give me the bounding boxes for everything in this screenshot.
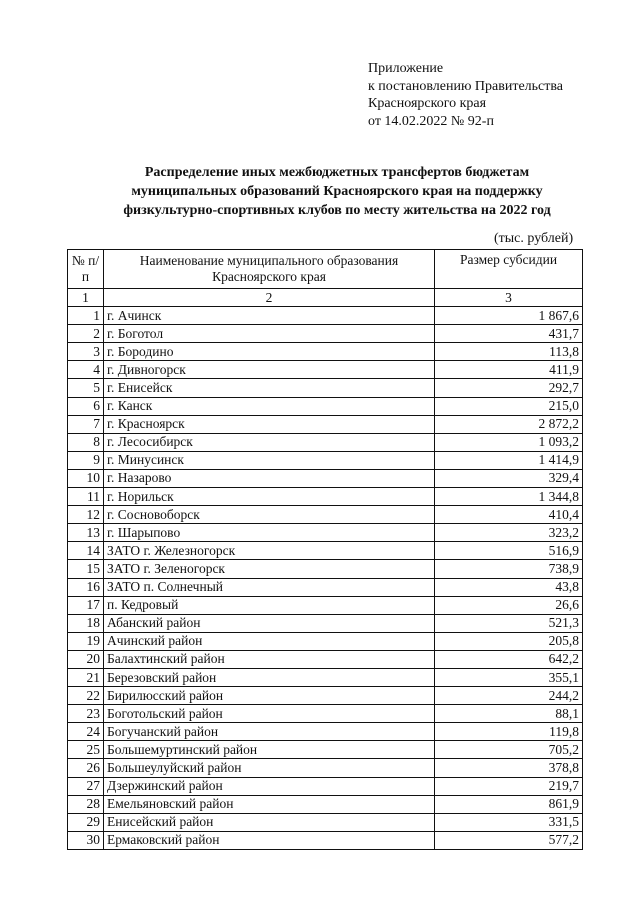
subsidy-value: 378,8 <box>435 759 583 777</box>
row-number: 7 <box>68 415 104 433</box>
subsidy-value: 1 867,6 <box>435 307 583 325</box>
title-line: физкультурно-спортивных клубов по месту жительства на 2022 год <box>123 203 551 218</box>
municipality-name: г. Бородино <box>104 343 435 361</box>
row-number: 24 <box>68 723 104 741</box>
table-row <box>68 650 583 668</box>
municipality-name: Богучанский район <box>104 723 435 741</box>
table-header-row <box>68 250 583 289</box>
table-row <box>68 343 583 361</box>
table-row <box>68 578 583 596</box>
appendix-block <box>368 60 563 130</box>
table-row <box>68 488 583 506</box>
table-row <box>68 560 583 578</box>
row-number: 17 <box>68 596 104 614</box>
row-number: 15 <box>68 560 104 578</box>
table-row <box>68 614 583 632</box>
row-number: 20 <box>68 650 104 668</box>
subsidy-value: 244,2 <box>435 687 583 705</box>
row-number: 6 <box>68 397 104 415</box>
municipality-name: г. Ачинск <box>104 307 435 325</box>
municipality-name: г. Назарово <box>104 469 435 487</box>
header-subsidy: Размер субсидии <box>435 250 583 289</box>
table-row <box>68 451 583 469</box>
row-number: 21 <box>68 668 104 686</box>
row-number: 26 <box>68 759 104 777</box>
header-municipality: Наименование муниципального образования Красноярского края <box>104 250 435 289</box>
subsidy-value: 26,6 <box>435 596 583 614</box>
municipality-name: Балахтинский район <box>104 650 435 668</box>
subsidy-value: 1 414,9 <box>435 451 583 469</box>
row-number: 13 <box>68 524 104 542</box>
row-number: 12 <box>68 506 104 524</box>
table-row <box>68 687 583 705</box>
row-number: 18 <box>68 614 104 632</box>
row-number: 1 <box>68 307 104 325</box>
subsidy-value: 738,9 <box>435 560 583 578</box>
subsidy-value: 705,2 <box>435 741 583 759</box>
table-row <box>68 379 583 397</box>
table-row <box>68 415 583 433</box>
subsidy-value: 205,8 <box>435 632 583 650</box>
table-row <box>68 596 583 614</box>
municipality-name: Боготольский район <box>104 705 435 723</box>
municipality-name: Бирилюсский район <box>104 687 435 705</box>
subsidy-value: 323,2 <box>435 524 583 542</box>
subsidy-value: 411,9 <box>435 361 583 379</box>
table-row <box>68 795 583 813</box>
subsidy-value: 516,9 <box>435 542 583 560</box>
table-row <box>68 542 583 560</box>
row-number: 11 <box>68 488 104 506</box>
subsidy-value: 43,8 <box>435 578 583 596</box>
subsidy-value: 219,7 <box>435 777 583 795</box>
subsidy-table <box>67 249 583 850</box>
row-number: 3 <box>68 343 104 361</box>
table-row <box>68 469 583 487</box>
row-number: 19 <box>68 632 104 650</box>
subsidy-value: 292,7 <box>435 379 583 397</box>
table-body <box>68 307 583 850</box>
municipality-name: Березовский район <box>104 668 435 686</box>
subsidy-value: 2 872,2 <box>435 415 583 433</box>
subsidy-value: 331,5 <box>435 813 583 831</box>
row-number: 27 <box>68 777 104 795</box>
municipality-name: Дзержинский район <box>104 777 435 795</box>
municipality-name: г. Боготол <box>104 325 435 343</box>
municipality-name: г. Красноярск <box>104 415 435 433</box>
row-number: 16 <box>68 578 104 596</box>
subsidy-value: 215,0 <box>435 397 583 415</box>
municipality-name: г. Лесосибирск <box>104 433 435 451</box>
municipality-name: Ермаковский район <box>104 831 435 849</box>
row-number: 5 <box>68 379 104 397</box>
table-row <box>68 433 583 451</box>
appendix-line: Приложение <box>368 61 444 76</box>
subsidy-value: 119,8 <box>435 723 583 741</box>
column-number-row <box>68 289 583 307</box>
row-number: 2 <box>68 325 104 343</box>
municipality-name: Большемуртинский район <box>104 741 435 759</box>
subsidy-value: 410,4 <box>435 506 583 524</box>
municipality-name: Ачинский район <box>104 632 435 650</box>
row-number: 4 <box>68 361 104 379</box>
municipality-name: г. Норильск <box>104 488 435 506</box>
table-row <box>68 632 583 650</box>
row-number: 8 <box>68 433 104 451</box>
municipality-name: Абанский район <box>104 614 435 632</box>
table-row <box>68 307 583 325</box>
municipality-name: г. Шарыпово <box>104 524 435 542</box>
municipality-name: Енисейский район <box>104 813 435 831</box>
row-number: 14 <box>68 542 104 560</box>
header-number: № п/п <box>68 250 104 289</box>
row-number: 30 <box>68 831 104 849</box>
municipality-name: ЗАТО г. Зеленогорск <box>104 560 435 578</box>
subsidy-value: 861,9 <box>435 795 583 813</box>
subsidy-value: 329,4 <box>435 469 583 487</box>
municipality-name: ЗАТО п. Солнечный <box>104 578 435 596</box>
municipality-name: ЗАТО г. Железногорск <box>104 542 435 560</box>
appendix-line: от 14.02.2022 № 92-п <box>368 113 494 129</box>
municipality-name: Емельяновский район <box>104 795 435 813</box>
subsidy-value: 1 344,8 <box>435 488 583 506</box>
municipality-name: г. Енисейск <box>104 379 435 397</box>
table-row <box>68 524 583 542</box>
subsidy-value: 88,1 <box>435 705 583 723</box>
subsidy-value: 113,8 <box>435 343 583 361</box>
column-number: 2 <box>104 289 435 307</box>
municipality-name: г. Минусинск <box>104 451 435 469</box>
table-row <box>68 361 583 379</box>
table-row <box>68 813 583 831</box>
municipality-name: Большеулуйский район <box>104 759 435 777</box>
table-row <box>68 506 583 524</box>
table-row <box>68 668 583 686</box>
municipality-name: п. Кедровый <box>104 596 435 614</box>
table-row <box>68 777 583 795</box>
units-label: (тыс. рублей) <box>494 231 574 246</box>
row-number: 29 <box>68 813 104 831</box>
title-line: Распределение иных межбюджетных трансфертов бюджетам <box>144 165 530 180</box>
municipality-name: г. Канск <box>104 397 435 415</box>
table-row <box>68 831 583 849</box>
table-row <box>68 397 583 415</box>
subsidy-value: 577,2 <box>435 831 583 849</box>
appendix-line: Красноярского края <box>368 96 487 111</box>
municipality-name: г. Сосновоборск <box>104 506 435 524</box>
table-row <box>68 759 583 777</box>
subsidy-value: 355,1 <box>435 668 583 686</box>
table-row <box>68 723 583 741</box>
subsidy-value: 521,3 <box>435 614 583 632</box>
subsidy-value: 642,2 <box>435 650 583 668</box>
row-number: 22 <box>68 687 104 705</box>
appendix-line: к постановлению Правительства <box>368 78 564 94</box>
title-line: муниципальных образований Красноярского края на поддержку <box>131 184 543 199</box>
table-row <box>68 741 583 759</box>
row-number: 10 <box>68 469 104 487</box>
table-row <box>68 705 583 723</box>
column-number: 3 <box>435 289 583 307</box>
row-number: 28 <box>68 795 104 813</box>
row-number: 25 <box>68 741 104 759</box>
column-number: 1 <box>68 289 104 307</box>
table-row <box>68 325 583 343</box>
municipality-name: г. Дивногорск <box>104 361 435 379</box>
subsidy-value: 1 093,2 <box>435 433 583 451</box>
row-number: 9 <box>68 451 104 469</box>
subsidy-value: 431,7 <box>435 325 583 343</box>
row-number: 23 <box>68 705 104 723</box>
document-title <box>60 163 614 220</box>
